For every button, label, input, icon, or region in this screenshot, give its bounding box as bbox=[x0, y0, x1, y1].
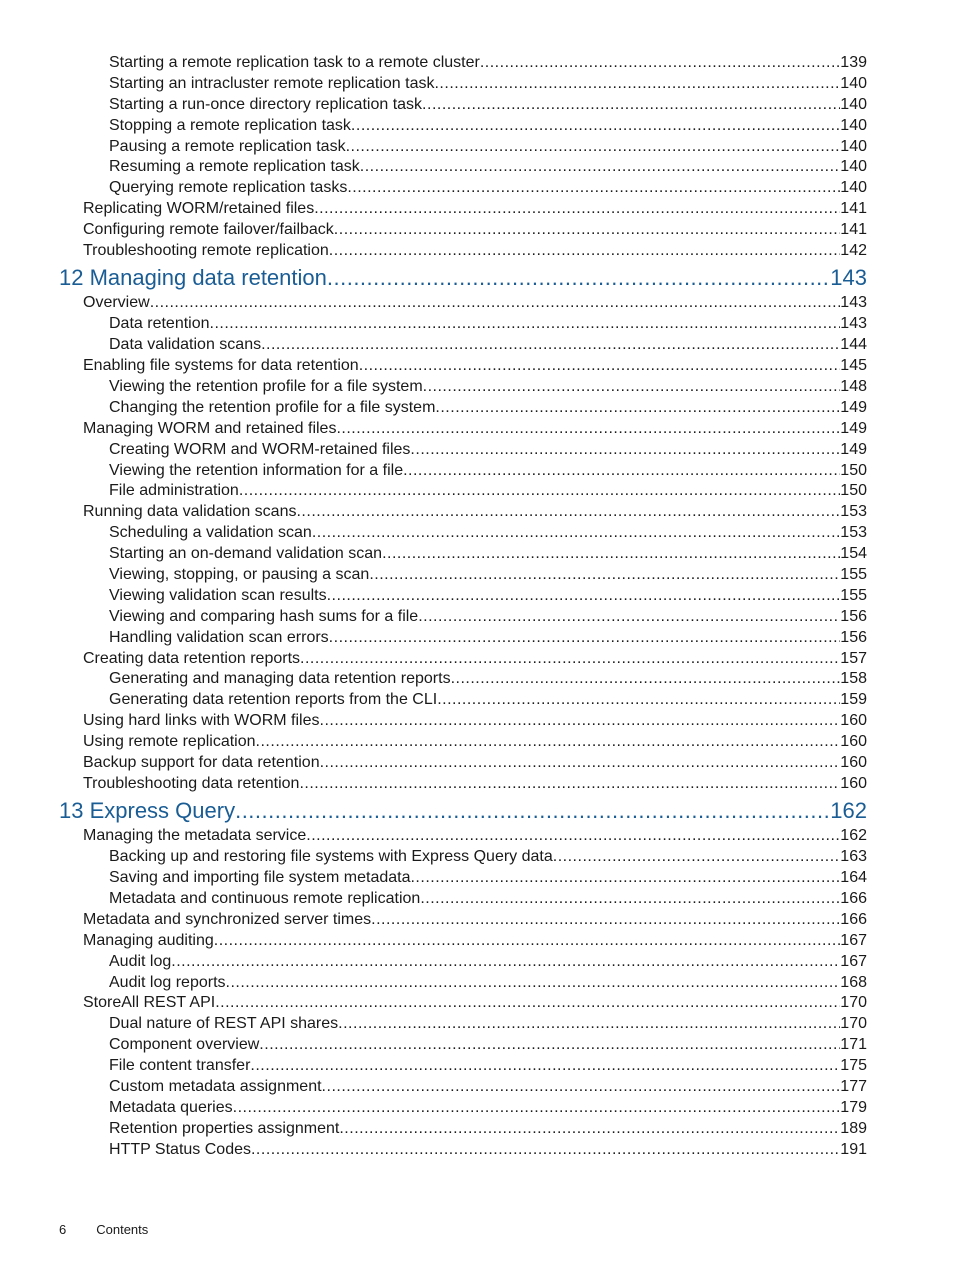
dot-leader bbox=[382, 544, 840, 565]
toc-entry-link[interactable] bbox=[83, 993, 867, 1014]
toc-chapter-link[interactable] bbox=[59, 795, 867, 827]
toc-entry-page: 143 bbox=[840, 294, 867, 312]
footer-page-number: 6 bbox=[59, 1222, 67, 1237]
dot-leader bbox=[418, 607, 840, 628]
toc-entry-page: 166 bbox=[840, 910, 867, 928]
toc-entry-title: Configuring remote failover/failback bbox=[83, 221, 334, 239]
toc-entry-page: 150 bbox=[840, 461, 867, 479]
toc-entry-link[interactable] bbox=[83, 502, 867, 523]
toc-entry-title: Viewing the retention profile for a file system bbox=[109, 377, 423, 395]
dot-leader bbox=[314, 199, 840, 220]
toc-entry-page: 164 bbox=[840, 869, 867, 887]
toc-entry-link[interactable] bbox=[109, 628, 867, 649]
toc-entry-title: Audit log reports bbox=[109, 973, 226, 991]
toc-entry-link[interactable] bbox=[83, 241, 867, 262]
toc-entry-page: 168 bbox=[840, 973, 867, 991]
dot-leader bbox=[371, 910, 840, 931]
toc-entry-link[interactable] bbox=[109, 669, 867, 690]
toc-entry-page: 177 bbox=[840, 1077, 867, 1095]
dot-leader bbox=[347, 178, 840, 199]
toc-entry-page: 162 bbox=[840, 827, 867, 845]
toc-entry-title: Data retention bbox=[109, 315, 210, 333]
toc-entry-page: 140 bbox=[840, 158, 867, 176]
toc-entry-link[interactable] bbox=[109, 1077, 867, 1098]
toc-entry-title: Stopping a remote replication task bbox=[109, 116, 351, 134]
toc-entry-title: HTTP Status Codes bbox=[109, 1140, 251, 1158]
toc-entry-link[interactable] bbox=[109, 377, 867, 398]
toc-entry-page: 140 bbox=[840, 95, 867, 113]
toc-entry-title: Changing the retention profile for a file system bbox=[109, 398, 436, 416]
toc-entry-link[interactable] bbox=[109, 95, 867, 116]
dot-leader bbox=[251, 1140, 840, 1161]
dot-leader bbox=[210, 314, 841, 335]
toc-entry-link[interactable] bbox=[83, 774, 867, 795]
toc-entry-link[interactable] bbox=[109, 1119, 867, 1140]
dot-leader bbox=[235, 795, 830, 827]
toc-entry-link[interactable] bbox=[109, 1035, 867, 1056]
toc-entry-page: 141 bbox=[840, 200, 867, 218]
toc-entry-link[interactable] bbox=[109, 398, 867, 419]
page-footer bbox=[59, 1222, 148, 1237]
toc-entry-link[interactable] bbox=[83, 732, 867, 753]
toc-entry-link[interactable] bbox=[109, 565, 867, 586]
toc-entry-page: 162 bbox=[830, 797, 867, 823]
dot-leader bbox=[322, 1077, 841, 1098]
toc-entry-title: Viewing the retention information for a file bbox=[109, 461, 404, 479]
toc-entry-link[interactable] bbox=[109, 1056, 867, 1077]
dot-leader bbox=[306, 826, 840, 847]
dot-leader bbox=[334, 220, 841, 241]
dot-leader bbox=[250, 1056, 840, 1077]
toc-entry-page: 140 bbox=[840, 179, 867, 197]
toc-entry-page: 179 bbox=[840, 1098, 867, 1116]
dot-leader bbox=[422, 95, 840, 116]
toc-entry-title: Retention properties assignment bbox=[109, 1119, 340, 1137]
toc-entry-link[interactable] bbox=[83, 419, 867, 440]
toc-entry-title: 12 Managing data retention bbox=[59, 264, 327, 290]
dot-leader bbox=[434, 74, 840, 95]
dot-leader bbox=[214, 931, 841, 952]
dot-leader bbox=[296, 502, 840, 523]
toc-entry-link[interactable] bbox=[109, 1014, 867, 1035]
toc-entry-page: 149 bbox=[840, 398, 867, 416]
dot-leader bbox=[437, 690, 840, 711]
toc-entry-title: Viewing, stopping, or pausing a scan bbox=[109, 565, 370, 583]
toc-entry-page: 142 bbox=[840, 242, 867, 260]
dot-leader bbox=[259, 1035, 840, 1056]
toc-entry-link[interactable] bbox=[109, 847, 867, 868]
toc-entry-title: Backup support for data retention bbox=[83, 754, 320, 771]
toc-entry-title: Troubleshooting remote replication bbox=[83, 242, 329, 260]
toc-entry-link[interactable] bbox=[83, 931, 867, 952]
dot-leader bbox=[226, 973, 841, 994]
toc-entry-title: Starting a run-once directory replication task bbox=[109, 95, 423, 113]
dot-leader bbox=[171, 952, 840, 973]
toc-entry-page: 153 bbox=[840, 524, 867, 542]
dot-leader bbox=[339, 1119, 840, 1140]
toc-entry-title: File administration bbox=[109, 482, 239, 500]
toc-entry-page: 149 bbox=[840, 440, 867, 458]
dot-leader bbox=[403, 461, 840, 482]
dot-leader bbox=[336, 419, 840, 440]
dot-leader bbox=[320, 711, 841, 732]
toc-entry-page: 150 bbox=[840, 482, 867, 500]
toc-entry-title: Scheduling a validation scan bbox=[109, 524, 312, 542]
toc-entry-page: 170 bbox=[840, 1015, 867, 1033]
toc-entry-page: 167 bbox=[840, 931, 867, 949]
toc-entry-page: 141 bbox=[840, 221, 867, 239]
toc-entry-title: Backing up and restoring file systems with Express Query data bbox=[109, 848, 553, 866]
toc-entry-page: 149 bbox=[840, 419, 867, 437]
toc-entry-link[interactable] bbox=[109, 586, 867, 607]
dot-leader bbox=[423, 377, 841, 398]
toc-entry-link[interactable] bbox=[109, 461, 867, 482]
toc-entry-page: 140 bbox=[840, 74, 867, 92]
toc-entry-page: 158 bbox=[840, 670, 867, 688]
toc-entry-page: 166 bbox=[840, 889, 867, 907]
toc-entry-page: 189 bbox=[840, 1119, 867, 1137]
toc-entry-page: 156 bbox=[840, 628, 867, 646]
toc-entry-link[interactable] bbox=[109, 335, 867, 356]
toc-entry-link[interactable] bbox=[109, 868, 867, 889]
toc-entry-page: 153 bbox=[840, 503, 867, 521]
toc-entry-page: 191 bbox=[840, 1140, 867, 1158]
toc-entry-title: Starting a remote replication task to a remote cluster bbox=[109, 54, 480, 71]
dot-leader bbox=[420, 889, 840, 910]
toc-entry-link[interactable] bbox=[109, 523, 867, 544]
toc-entry-page: 156 bbox=[840, 607, 867, 625]
toc-entry-title: Viewing validation scan results bbox=[109, 586, 327, 604]
toc-entry-title: Using hard links with WORM files bbox=[83, 712, 320, 730]
toc-entry-title: Custom metadata assignment bbox=[109, 1077, 322, 1095]
toc-entry-title: Data validation scans bbox=[109, 336, 262, 354]
dot-leader bbox=[480, 53, 840, 74]
toc-entry-title: Metadata queries bbox=[109, 1098, 233, 1116]
toc-entry-link[interactable] bbox=[109, 178, 867, 199]
toc-entry-link[interactable] bbox=[83, 199, 867, 220]
toc-entry-link[interactable] bbox=[109, 952, 867, 973]
toc-entry-title: Dual nature of REST API shares bbox=[109, 1015, 339, 1033]
dot-leader bbox=[359, 356, 841, 377]
toc-entry-title: Metadata and continuous remote replication bbox=[109, 889, 421, 907]
toc-entry-link[interactable] bbox=[109, 607, 867, 628]
toc-entry-title: Enabling file systems for data retention bbox=[83, 357, 359, 375]
toc-entry-title: Component overview bbox=[109, 1036, 260, 1054]
toc-entry-link[interactable] bbox=[109, 1140, 867, 1161]
toc-entry-link[interactable] bbox=[83, 356, 867, 377]
toc-entry-title: Handling validation scan errors bbox=[109, 628, 329, 646]
toc-entry-link[interactable] bbox=[109, 314, 867, 335]
toc-entry-page: 140 bbox=[840, 137, 867, 155]
toc-entry-title: Running data validation scans bbox=[83, 503, 297, 521]
table-of-contents bbox=[0, 53, 954, 1161]
toc-entry-page: 157 bbox=[840, 649, 867, 667]
toc-entry-title: Troubleshooting data retention bbox=[83, 774, 300, 792]
dot-leader bbox=[360, 157, 841, 178]
dot-leader bbox=[329, 628, 841, 649]
dot-leader bbox=[338, 1014, 840, 1035]
toc-entry-page: 143 bbox=[840, 315, 867, 333]
dot-leader bbox=[351, 116, 840, 137]
dot-leader bbox=[329, 241, 841, 262]
toc-entry-title: Generating and managing data retention reports bbox=[109, 670, 451, 688]
toc-entry-link[interactable] bbox=[109, 74, 867, 95]
toc-entry-title: StoreAll REST API bbox=[83, 994, 216, 1012]
dot-leader bbox=[150, 293, 841, 314]
toc-entry-title: Starting an intracluster remote replication task bbox=[109, 74, 435, 92]
dot-leader bbox=[215, 993, 840, 1014]
toc-entry-title: Managing the metadata service bbox=[83, 827, 307, 845]
dot-leader bbox=[256, 732, 841, 753]
toc-entry-title: Creating WORM and WORM-retained files bbox=[109, 440, 411, 458]
toc-entry-page: 155 bbox=[840, 586, 867, 604]
toc-entry-page: 167 bbox=[840, 952, 867, 970]
toc-entry-link[interactable] bbox=[83, 753, 867, 774]
toc-entry-title: Managing auditing bbox=[83, 931, 214, 949]
toc-entry-title: Replicating WORM/retained files bbox=[83, 200, 315, 218]
toc-entry-page: 155 bbox=[840, 565, 867, 583]
toc-entry-page: 175 bbox=[840, 1057, 867, 1075]
toc-entry-link[interactable] bbox=[109, 116, 867, 137]
toc-entry-link[interactable] bbox=[109, 973, 867, 994]
toc-entry-title: Resuming a remote replication task bbox=[109, 158, 360, 176]
toc-entry-title: Pausing a remote replication task bbox=[109, 137, 346, 155]
dot-leader bbox=[553, 847, 841, 868]
toc-entry-link[interactable] bbox=[109, 137, 867, 158]
toc-entry-link[interactable] bbox=[109, 481, 867, 502]
toc-entry-page: 160 bbox=[840, 712, 867, 730]
toc-entry-page: 140 bbox=[840, 116, 867, 134]
toc-entry-title: Starting an on-demand validation scan bbox=[109, 545, 383, 563]
dot-leader bbox=[369, 565, 840, 586]
toc-entry-link[interactable] bbox=[83, 711, 867, 732]
toc-entry-link[interactable] bbox=[109, 440, 867, 461]
dot-leader bbox=[239, 481, 840, 502]
toc-entry-page: 154 bbox=[840, 545, 867, 563]
toc-entry-title: Viewing and comparing hash sums for a file bbox=[109, 607, 419, 625]
toc-entry-link[interactable] bbox=[109, 157, 867, 178]
toc-entry-page: 160 bbox=[840, 733, 867, 751]
dot-leader bbox=[261, 335, 840, 356]
toc-entry-title: Generating data retention reports from the CLI bbox=[109, 691, 438, 709]
toc-entry-link[interactable] bbox=[83, 910, 867, 931]
toc-entry-title: Creating data retention reports bbox=[83, 649, 301, 667]
toc-entry-page: 143 bbox=[830, 264, 867, 290]
toc-entry-page: 148 bbox=[840, 377, 867, 395]
toc-entry-title: Overview bbox=[83, 294, 150, 312]
toc-entry-link[interactable] bbox=[109, 53, 867, 74]
toc-entry-page: 139 bbox=[840, 54, 867, 71]
toc-entry-title: Saving and importing file system metadata bbox=[109, 869, 411, 887]
toc-entry-page: 171 bbox=[840, 1036, 867, 1054]
toc-entry-link[interactable] bbox=[83, 649, 867, 670]
toc-entry-link[interactable] bbox=[83, 826, 867, 847]
dot-leader bbox=[233, 1098, 841, 1119]
toc-entry-link[interactable] bbox=[83, 220, 867, 241]
toc-entry-page: 145 bbox=[840, 357, 867, 375]
dot-leader bbox=[299, 774, 840, 795]
toc-entry-title: Querying remote replication tasks bbox=[109, 179, 348, 197]
toc-entry-link[interactable] bbox=[109, 1098, 867, 1119]
toc-entry-title: Using remote replication bbox=[83, 733, 256, 751]
toc-entry-link[interactable] bbox=[109, 889, 867, 910]
toc-entry-title: 13 Express Query bbox=[59, 797, 236, 823]
toc-entry-page: 144 bbox=[840, 336, 867, 354]
dot-leader bbox=[327, 586, 841, 607]
dot-leader bbox=[312, 523, 840, 544]
dot-leader bbox=[346, 137, 841, 158]
dot-leader bbox=[410, 868, 840, 889]
toc-entry-page: 160 bbox=[840, 774, 867, 792]
dot-leader bbox=[451, 669, 841, 690]
toc-entry-link[interactable] bbox=[109, 544, 867, 565]
toc-entry-link[interactable] bbox=[109, 690, 867, 711]
footer-section-label: Contents bbox=[96, 1222, 149, 1237]
toc-entry-page: 160 bbox=[840, 754, 867, 771]
dot-leader bbox=[320, 753, 841, 774]
toc-chapter-link[interactable] bbox=[59, 262, 867, 294]
dot-leader bbox=[410, 440, 840, 461]
toc-entry-link[interactable] bbox=[83, 293, 867, 314]
dot-leader bbox=[300, 649, 840, 670]
dot-leader bbox=[327, 262, 830, 294]
toc-entry-page: 170 bbox=[840, 994, 867, 1012]
toc-entry-title: Managing WORM and retained files bbox=[83, 419, 337, 437]
toc-entry-page: 163 bbox=[840, 848, 867, 866]
toc-entry-page: 159 bbox=[840, 691, 867, 709]
toc-entry-title: Metadata and synchronized server times bbox=[83, 910, 372, 928]
toc-entry-title: Audit log bbox=[109, 952, 172, 970]
dot-leader bbox=[435, 398, 840, 419]
toc-entry-title: File content transfer bbox=[109, 1057, 251, 1075]
